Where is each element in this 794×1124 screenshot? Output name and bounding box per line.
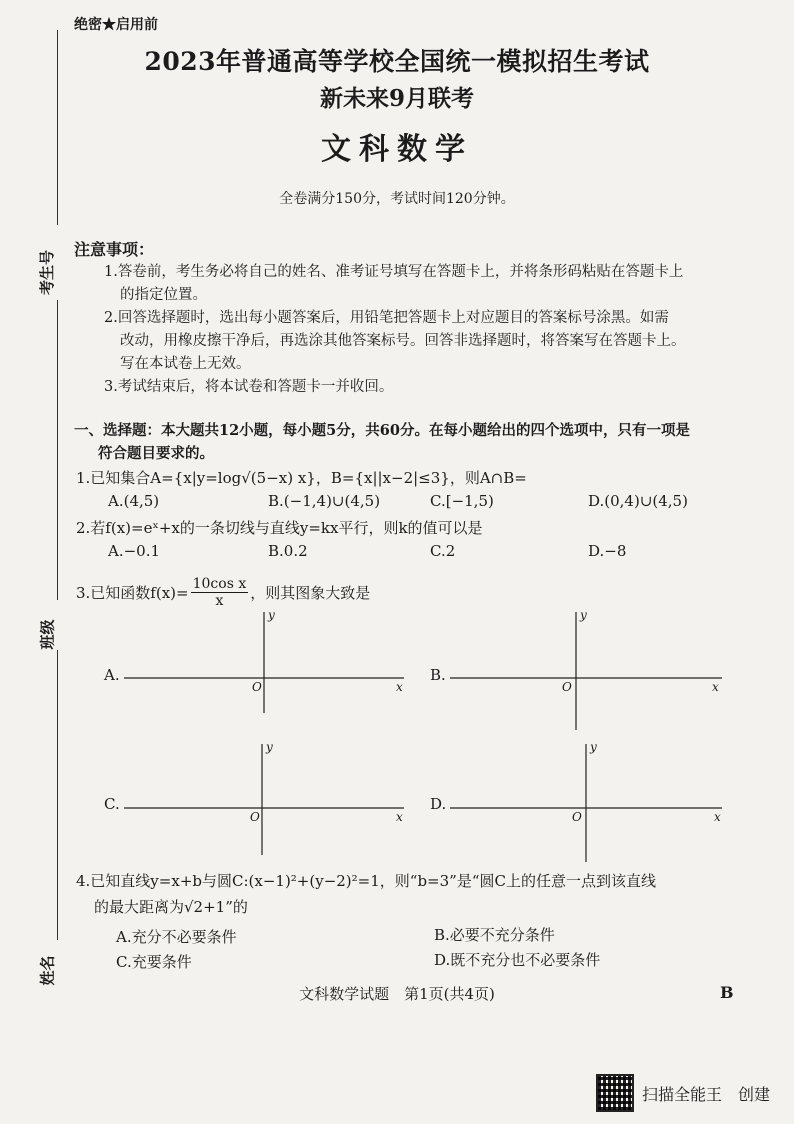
question-4-stem-cont: 的最大距离为√2+1”的 [94,898,248,916]
origin-label: O [250,810,260,824]
q2-option-c[interactable]: C.2 [430,542,456,560]
q1-option-d[interactable]: D.(0,4)∪(4,5) [588,492,688,510]
q4-option-b[interactable]: B.必要不充分条件 [434,926,555,944]
q4-option-a[interactable]: A.充分不必要条件 [116,928,237,946]
q1-option-a[interactable]: A.(4,5) [108,492,160,510]
section-heading-cont: 符合题目要求的。 [98,445,214,462]
origin-label: O [572,810,582,824]
section-heading: 一、选择题：本大题共12小题，每小题5分，共60分。在每小题给出的四个选项中，只有一项是 [74,422,690,439]
graph-b-plot [430,608,730,733]
axis-x-label: x [712,680,719,694]
binding-line [57,650,58,940]
qr-code-icon [596,1074,634,1112]
graph-a-plot [104,608,414,718]
graph-option-label: A. [104,666,120,684]
notice-item: 改动，用橡皮擦干净后，再选涂其他答案标号。回答非选择题时，将答案写在答题卡上。 [120,333,686,349]
axis-y-label: y [580,608,587,622]
paper-version: B [720,983,734,1002]
q3-graph-d[interactable] [430,740,730,865]
q1-option-c[interactable]: C.[−1,5) [430,492,494,510]
axis-x-label: x [396,810,403,824]
q3-fraction-denominator: x [215,593,224,609]
axis-y-label: y [268,608,275,622]
notice-item: 1.答卷前，考生务必将自己的姓名、准考证号填写在答题卡上，并将条形码粘贴在答题卡上 [104,264,684,280]
q4-option-d[interactable]: D.既不充分也不必要条件 [434,951,601,969]
origin-label: O [562,680,572,694]
axis-x-label: x [396,680,403,694]
q3-graph-c[interactable] [104,740,414,860]
q1-option-b[interactable]: B.(−1,4)∪(4,5) [268,492,381,510]
binding-line [57,300,58,600]
axis-y-label: y [590,740,597,754]
notice-item: 2.回答选择题时，选出每小题答案后，用铅笔把答题卡上对应题目的答案标号涂黑。如需 [104,310,669,326]
exam-title: 2023年普通高等学校全国统一模拟招生考试 [144,47,650,76]
question-1-stem: 1.已知集合A={x|y=log√(5−x) x}，B={x||x−2|≤3}，则A∩B= [76,469,527,487]
page-footer: 文科数学试题 第1页(共4页) [299,985,495,1003]
graph-option-label: B. [430,666,446,684]
class-label: 班级 [38,619,57,650]
score-info: 全卷满分150分，考试时间120分钟。 [279,191,515,207]
graph-option-label: D. [430,795,447,813]
subject-title: 文科数学 [321,132,473,167]
notice-heading: 注意事项： [74,240,155,259]
q3-fraction [191,576,249,609]
notice-item: 写在本试卷上无效。 [120,356,251,372]
scanner-watermark [596,1074,770,1112]
notice-item: 的指定位置。 [120,287,207,303]
q3-stem-suffix: ，则其图象大致是 [250,583,371,602]
graph-c-plot [104,740,414,860]
origin-label: O [252,680,262,694]
q3-graph-a[interactable] [104,608,414,718]
question-2-stem: 2.若f(x)=eˣ+x的一条切线与直线y=kx平行，则k的值可以是 [76,519,483,537]
graph-d-plot [430,740,730,865]
q2-option-b[interactable]: B.0.2 [268,542,308,560]
q4-option-c[interactable]: C.充要条件 [116,953,192,971]
exam-number-label: 考生号 [38,249,57,296]
q2-option-a[interactable]: A.−0.1 [108,542,161,560]
student-name-label: 姓名 [38,955,57,986]
graph-option-label: C. [104,795,120,813]
notice-item: 3.考试结束后，将本试卷和答题卡一并收回。 [104,379,394,395]
axis-y-label: y [266,740,273,754]
q3-stem-prefix: 3.已知函数f(x)= [76,583,189,602]
exam-subtitle: 新未来9月联考 [319,85,474,112]
q3-graph-b[interactable] [430,608,730,733]
q2-option-d[interactable]: D.−8 [588,542,627,560]
q3-fraction-numerator: 10cos x [192,576,247,592]
axis-x-label: x [714,810,721,824]
confidential-mark: 绝密★启用前 [74,17,158,33]
question-3-stem [76,576,370,609]
question-4-stem: 4.已知直线y=x+b与圆C:(x−1)²+(y−2)²=1，则“b=3”是“圆C上的任意一点到该直线 [76,872,656,890]
watermark-text: 扫描全能王 创建 [642,1084,771,1104]
